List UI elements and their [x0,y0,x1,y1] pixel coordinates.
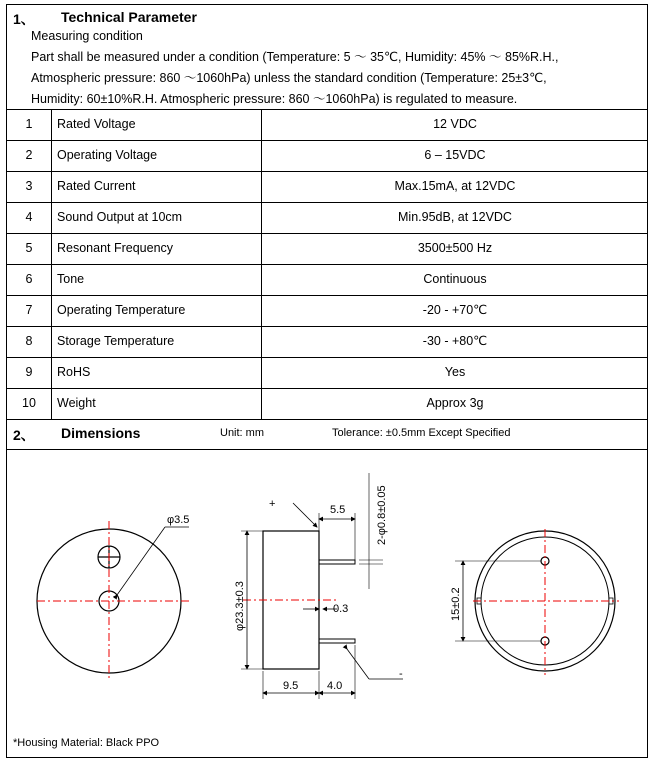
datasheet-page [6,4,648,758]
param-value: Max.15mA, at 12VDC [394,179,516,193]
body-height-label: 9.5 [283,680,299,692]
param-value: Approx 3g [426,396,484,410]
param-number: 1 [25,117,33,131]
param-name: Resonant Frequency [57,241,174,255]
minus-mark: - [399,668,403,680]
param-value: 6 – 15VDC [424,148,486,162]
param-number: 9 [25,365,33,379]
param-number: 2 [25,148,33,162]
back-view [450,529,619,675]
pin-offset-label: 0.3 [333,603,349,615]
param-name: Weight [57,396,96,410]
body-dia-label: φ23.3±0.3 [234,581,246,631]
front-view [37,514,189,681]
plus-mark: + [269,498,276,510]
param-number: 6 [25,272,33,286]
hole-dia-label: φ3.5 [167,514,190,526]
param-value: -30 - +80℃ [422,334,488,348]
condition-line-1: Part shall be measured under a condition (Temperature: 5 ～ 35℃, Humidity: 45% ～ 85%R.H., [31,50,559,64]
param-name: Operating Temperature [57,303,186,317]
param-name: Rated Voltage [57,117,136,131]
section2-top-rule [7,419,647,420]
param-name: Tone [57,272,85,286]
param-number: 7 [25,303,33,317]
footer-note: *Housing Material: Black PPO [13,737,160,749]
section1-title: Technical Parameter [61,9,197,25]
param-number: 10 [22,396,36,410]
param-value: Continuous [423,272,487,286]
param-number: 4 [25,210,33,224]
param-value: 3500±500 Hz [417,241,493,255]
side-pin-top [319,560,355,564]
section1-number: 1、 [13,11,35,27]
pin-dia-label: 2-φ0.8±0.05 [376,485,388,545]
param-number: 5 [25,241,33,255]
param-name: RoHS [57,365,91,379]
param-name: Rated Current [57,179,136,193]
section2-number: 2、 [13,427,35,443]
side-pin-bottom [319,639,355,643]
tolerance-note: Tolerance: ±0.5mm Except Specified [332,427,511,439]
param-value: Min.95dB, at 12VDC [398,210,512,224]
param-name: Storage Temperature [57,334,175,348]
plus-leader [293,503,317,527]
condition-line-3: Humidity: 60±10%R.H. Atmospheric pressure: 860 ～1060hPa) is regulated to measure. [31,92,518,106]
param-value: -20 - +70℃ [422,303,488,317]
minus-leader [347,649,369,679]
param-number: 3 [25,179,33,193]
unit-note: Unit: mm [220,427,264,439]
param-number: 8 [25,334,33,348]
condition-line-2: Atmospheric pressure: 860 ～1060hPa) unless the standard condition (Temperature: 25±3℃, [31,71,547,85]
hole-dia-leader [117,527,165,595]
pin-length-label: 4.0 [327,680,343,692]
condition-heading: Measuring condition [31,29,143,43]
section2-title: Dimensions [61,425,141,441]
side-view [234,473,403,699]
pin-pitch-label: 5.5 [330,504,346,516]
param-name: Sound Output at 10cm [57,210,183,224]
param-name: Operating Voltage [57,148,158,162]
dimension-drawing [7,449,647,729]
pin-spacing-label: 15±0.2 [450,587,462,621]
param-value: Yes [444,365,466,379]
param-value: 12 VDC [433,117,477,131]
